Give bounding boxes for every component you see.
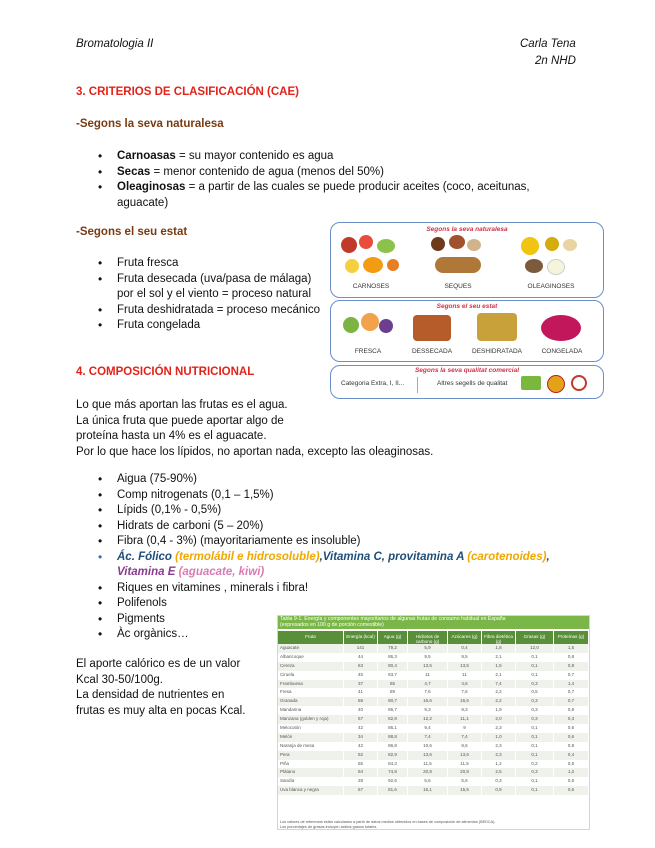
list-item: • Secas = menor contenido de agua (menos del 50%): [76, 165, 556, 181]
label-oleaginoses: OLEAGINOSES: [527, 283, 575, 290]
panel-title: Segons la seva naturalesa: [426, 226, 508, 233]
estat-panel: [330, 300, 604, 362]
table-cell: 82,8: [378, 715, 408, 724]
panel-title: Segons el seu estat: [436, 303, 498, 310]
table-cell: 41: [344, 688, 378, 697]
table-header-cell: Grasas (g): [516, 631, 554, 644]
table-cell: 44: [344, 653, 378, 662]
table-cell: 1,5: [482, 662, 516, 671]
table-cell: 0,7: [554, 671, 589, 680]
table-footnote: Los valores de referencia están calculados a partir de datos medios obtenidos en bases de composición de alimentos (BEDCA). Los porcentajes de grasas incluyen ácidos grasos totales.: [280, 820, 496, 829]
table-cell: 9,3: [408, 706, 448, 715]
table-cell: 67: [344, 786, 378, 795]
table-row: [278, 662, 589, 671]
table-cell: 0,3: [516, 715, 554, 724]
table-header-cell: Azúcares (g): [448, 631, 482, 644]
table-cell: 1,2: [554, 768, 589, 777]
table-cell: Sandía: [278, 777, 344, 786]
nutrition-table: [277, 615, 590, 830]
table-cell: 0,5: [554, 777, 589, 786]
table-cell: 141: [344, 644, 378, 653]
section4-intro: [76, 398, 496, 460]
table-cell: 89: [378, 688, 408, 697]
dried-apricot-image: [413, 315, 451, 341]
table-cell: 13,6: [448, 751, 482, 760]
table-cell: 11: [448, 671, 482, 680]
strawberry-image: [359, 235, 373, 249]
table-cell: 2,2: [482, 688, 516, 697]
list-item: • Carnoasas = su mayor contenido es agua: [76, 149, 556, 165]
table-row: [278, 644, 589, 653]
section4-title: 4. COMPOSICIÓN NUTRICIONAL: [76, 366, 255, 378]
table-cell: 55: [344, 760, 378, 769]
header-subject: Bromatologia II: [76, 38, 154, 50]
label-deshidratada: DESHIDRATADA: [472, 348, 522, 355]
table-cell: 0,1: [516, 671, 554, 680]
table-row: [278, 680, 589, 689]
table-cell: 12,2: [408, 715, 448, 724]
label-seques: SEQUES: [444, 283, 472, 290]
section3-title: 3. CRITERIOS DE CLASIFICACIÓN (CAE): [76, 86, 299, 98]
qualitat-panel: [330, 365, 604, 399]
table-cell: 15,5: [448, 786, 482, 795]
table-cell: 1,4: [554, 680, 589, 689]
coconut-open-image: [547, 259, 565, 275]
table-cell: 11,5: [448, 760, 482, 769]
table-cell: 7,4: [408, 733, 448, 742]
paragraph-line: proteína hasta un 4% es el aguacate.: [76, 430, 267, 442]
lemon-image: [345, 259, 359, 273]
table-cell: 0,6: [554, 733, 589, 742]
table-cell: Albaricoque: [278, 653, 344, 662]
table-row: [278, 760, 589, 769]
list-item: • Polifenols: [76, 596, 576, 612]
table-cell: 11: [408, 671, 448, 680]
table-cell: 9: [448, 724, 482, 733]
table-cell: 2,2: [482, 697, 516, 706]
header-author: Carla Tena: [520, 38, 576, 50]
classification-infographic: [330, 222, 606, 402]
table-cell: 80,4: [378, 662, 408, 671]
table-cell: 16,6: [408, 697, 448, 706]
table-cell: 0,6: [554, 786, 589, 795]
table-cell: 9,5: [448, 653, 482, 662]
naturalesa-panel: [330, 222, 604, 298]
table-cell: Melón: [278, 733, 344, 742]
table-cell: 80,7: [378, 697, 408, 706]
divider: [417, 377, 418, 393]
table-cell: 20,8: [448, 768, 482, 777]
list-item: • Oleaginosas = a partir de las cuales se puede producir aceites (coco, aceitunas, aguacate): [76, 180, 556, 211]
paragraph-line: Kcal 30-50/100g.: [76, 673, 163, 686]
table-cell: 0,1: [516, 751, 554, 760]
table-cell: 0,3: [516, 768, 554, 777]
estat-list: [76, 256, 326, 334]
table-cell: 11,1: [448, 715, 482, 724]
table-cell: Melocotón: [278, 724, 344, 733]
table-cell: 2,1: [482, 653, 516, 662]
table-cell: 40: [344, 706, 378, 715]
paragraph-line: Lo que más aportan las frutas es el agua.: [76, 399, 288, 411]
label-dessecada: DESSECADA: [411, 348, 453, 355]
list-item: • Àc orgànics…: [76, 627, 576, 643]
apricot-image: [361, 313, 379, 331]
table-cell: 2,3: [482, 742, 516, 751]
list-item: • Pigments: [76, 612, 576, 628]
section3-sub2: -Segons el seu estat: [76, 226, 188, 238]
naturalesa-list: [76, 149, 556, 211]
table-cell: 0,3: [516, 697, 554, 706]
dried-fruit-image: [435, 257, 481, 273]
table-cell: Ciruela: [278, 671, 344, 680]
nut-image: [449, 235, 465, 249]
table-cell: 4,7: [408, 680, 448, 689]
table-cell: 0,3: [482, 777, 516, 786]
table-cell: Cereza: [278, 662, 344, 671]
table-cell: 10,6: [408, 742, 448, 751]
table-cell: 7,4: [482, 680, 516, 689]
table-cell: 2,3: [482, 724, 516, 733]
table-cell: 7,4: [448, 733, 482, 742]
label-carnoses: CARNOSES: [352, 283, 390, 290]
table-cell: Naranja de mesa: [278, 742, 344, 751]
table-cell: 0,1: [516, 662, 554, 671]
table-row: [278, 671, 589, 680]
table-cell: Mandarina: [278, 706, 344, 715]
list-item: • Fibra (0,4 - 3%) (mayoritariamente es insoluble): [76, 534, 576, 550]
calorie-paragraph: [76, 657, 276, 719]
table-cell: Pera: [278, 751, 344, 760]
table-row: [278, 715, 589, 724]
table-row: [278, 742, 589, 751]
table-cell: 86,3: [378, 653, 408, 662]
table-cell: 0,3: [554, 715, 589, 724]
table-cell: 1,9: [482, 706, 516, 715]
label-categoria: Categoria Extra, I, II...: [341, 380, 405, 387]
table-cell: 0,7: [554, 697, 589, 706]
table-body: [278, 644, 589, 795]
paragraph-line: frutas es muy alta en pocas Kcal.: [76, 704, 246, 717]
table-cell: 0,1: [516, 742, 554, 751]
table-cell: 37: [344, 680, 378, 689]
table-cell: 0,1: [516, 786, 554, 795]
coconut-image: [525, 259, 543, 273]
table-cell: 0,3: [516, 680, 554, 689]
label-fresca: FRESCA: [354, 348, 382, 355]
table-cell: 83,7: [378, 671, 408, 680]
table-header-cell: Fruta: [278, 631, 344, 644]
fig-image: [379, 319, 393, 333]
list-item: • Fruta desecada (uva/pasa de málaga) por el sol y el viento = proceso natural: [76, 272, 326, 303]
table-cell: 86,1: [378, 724, 408, 733]
list-item: • Lípids (0,1% - 0,5%): [76, 503, 576, 519]
table-cell: 0,9: [482, 786, 516, 795]
pdo-seal-icon: [571, 375, 587, 391]
table-cell: 82,9: [378, 751, 408, 760]
table-cell: 0,5: [516, 688, 554, 697]
table-cell: 92,6: [378, 777, 408, 786]
table-cell: 5,6: [448, 777, 482, 786]
table-cell: 0,7: [554, 688, 589, 697]
table-row: [278, 777, 589, 786]
table-cell: 1,0: [482, 733, 516, 742]
table-cell: 2,1: [482, 671, 516, 680]
table-cell: 42: [344, 742, 378, 751]
orange-image: [387, 259, 399, 271]
table-cell: 0,4: [448, 644, 482, 653]
dehydrated-fruit-image: [477, 313, 517, 341]
list-item: • Fruta deshidratada = proceso mecánico: [76, 303, 326, 319]
section3-sub1: -Segons la seva naturalesa: [76, 118, 224, 130]
paragraph-line: El aporte calórico es de un valor: [76, 658, 241, 670]
list-item-vitamins: • Ác. Fólico (termolábil e hidrosoluble),Vitamina C, provitamina A (carotenoides), Vitamina E (aguacate, kiwi): [76, 550, 576, 581]
grape-image: [377, 239, 395, 253]
table-cell: 7,6: [448, 688, 482, 697]
panel-title: Segons la seva qualitat comercial: [414, 367, 520, 374]
label-congelada: CONGELADA: [541, 348, 583, 355]
table-cell: 0,3: [516, 706, 554, 715]
table-cell: 13,5: [448, 662, 482, 671]
table-cell: 13,6: [408, 751, 448, 760]
table-cell: 86,8: [378, 742, 408, 751]
table-cell: Uva blanca y negra: [278, 786, 344, 795]
table-cell: 0,6: [554, 724, 589, 733]
table-cell: 0,8: [554, 662, 589, 671]
table-cell: 84,3: [378, 760, 408, 769]
table-row: [278, 706, 589, 715]
table-cell: 12,0: [516, 644, 554, 653]
table-header-cell: Fibra dietética (g): [482, 631, 516, 644]
oil-image: [545, 237, 559, 251]
table-cell: 57: [344, 715, 378, 724]
table-header-cell: Energía (kcal): [344, 631, 378, 644]
frozen-raspberry-image: [541, 315, 581, 341]
table-cell: 11,5: [408, 760, 448, 769]
table-cell: Frambuesa: [278, 680, 344, 689]
table-cell: 52: [344, 751, 378, 760]
table-cell: 28: [344, 777, 378, 786]
table-cell: 0,1: [516, 733, 554, 742]
table-cell: 5,6: [408, 777, 448, 786]
table-cell: 9,5: [408, 653, 448, 662]
table-row: [278, 786, 589, 795]
table-cell: 34: [344, 733, 378, 742]
table-row: [278, 688, 589, 697]
table-header-cell: Proteínas (g): [554, 631, 589, 644]
table-title: Tabla 9-1. Energía y componentes mayoritarios de algunas frutas de consumo habitual en España (expresados en 100 g de porción comestible): [278, 616, 589, 629]
table-cell: 2,0: [482, 715, 516, 724]
list-item: • Riques en vitamines , minerals i fibra!: [76, 581, 576, 597]
sunflower-image: [521, 237, 539, 255]
table-cell: 1,8: [482, 644, 516, 653]
table-cell: 0,1: [516, 724, 554, 733]
table-cell: 86: [378, 680, 408, 689]
table-cell: 16,1: [408, 786, 448, 795]
table-row: [278, 724, 589, 733]
table-cell: 0,1: [516, 653, 554, 662]
table-row: [278, 733, 589, 742]
table-cell: Manzana (golden y roja): [278, 715, 344, 724]
table-cell: 2,3: [482, 751, 516, 760]
table-cell: 9,4: [408, 724, 448, 733]
paragraph-line: La única fruta que puede aportar algo de: [76, 414, 284, 427]
table-cell: Aguacate: [278, 644, 344, 653]
apple-image: [341, 237, 357, 253]
table-cell: 0,1: [516, 777, 554, 786]
melon-image: [363, 257, 383, 273]
list-item: • Fruta fresca: [76, 256, 326, 272]
table-cell: 2,5: [482, 768, 516, 777]
table-cell: 0,8: [554, 742, 589, 751]
table-cell: 74,8: [378, 768, 408, 777]
table-cell: 16,6: [448, 697, 482, 706]
peanut-image: [563, 239, 577, 251]
table-row: [278, 653, 589, 662]
paragraph-line: Por lo que hace los lípidos, no aportan nada, excepto las oleaginosas.: [76, 445, 434, 458]
table-row: [278, 697, 589, 706]
table-cell: 88,8: [378, 733, 408, 742]
grapes-fresh-image: [343, 317, 359, 333]
table-cell: 45: [344, 671, 378, 680]
table-cell: 9,3: [448, 706, 482, 715]
table-header-cell: Agua (g): [378, 631, 408, 644]
table-cell: Plátano: [278, 768, 344, 777]
table-header: [278, 631, 589, 644]
table-cell: 94: [344, 768, 378, 777]
table-cell: 0,4: [554, 751, 589, 760]
table-cell: 1,5: [554, 644, 589, 653]
table-cell: Fresa: [278, 688, 344, 697]
table-cell: 7,6: [408, 688, 448, 697]
table-cell: 20,8: [408, 768, 448, 777]
table-row: [278, 768, 589, 777]
header-group: 2n NHD: [535, 55, 576, 67]
table-cell: 86,7: [378, 706, 408, 715]
table-cell: 4,6: [448, 680, 482, 689]
table-header-cell: Hidratos de carbono (g): [408, 631, 448, 644]
table-cell: 0,5: [554, 760, 589, 769]
label-segells: Altres segells de qualitat: [437, 380, 508, 387]
almond-image: [467, 239, 481, 251]
table-cell: 1,2: [482, 760, 516, 769]
table-cell: Granada: [278, 697, 344, 706]
list-item: • Fruta congelada: [76, 318, 326, 334]
table-cell: 79,2: [378, 644, 408, 653]
table-cell: 5,9: [408, 644, 448, 653]
table-cell: 63: [344, 662, 378, 671]
table-cell: 0,8: [554, 706, 589, 715]
date-image: [431, 237, 445, 251]
list-item: • Hidrats de carboni (5 – 20%): [76, 519, 576, 535]
table-cell: 8,6: [448, 742, 482, 751]
table-cell: Piña: [278, 760, 344, 769]
eu-organic-logo: [521, 376, 541, 390]
table-cell: 81,6: [378, 786, 408, 795]
table-cell: 0,2: [516, 760, 554, 769]
table-row: [278, 751, 589, 760]
paragraph-line: La densidad de nutrientes en: [76, 689, 225, 701]
list-item: • Comp nitrogenats (0,1 – 1,5%): [76, 488, 576, 504]
table-cell: 42: [344, 724, 378, 733]
table-cell: 68: [344, 697, 378, 706]
quality-seal-icon: [547, 375, 565, 393]
table-cell: 0,8: [554, 653, 589, 662]
table-cell: 13,5: [408, 662, 448, 671]
list-item: • Aigua (75-90%): [76, 472, 576, 488]
